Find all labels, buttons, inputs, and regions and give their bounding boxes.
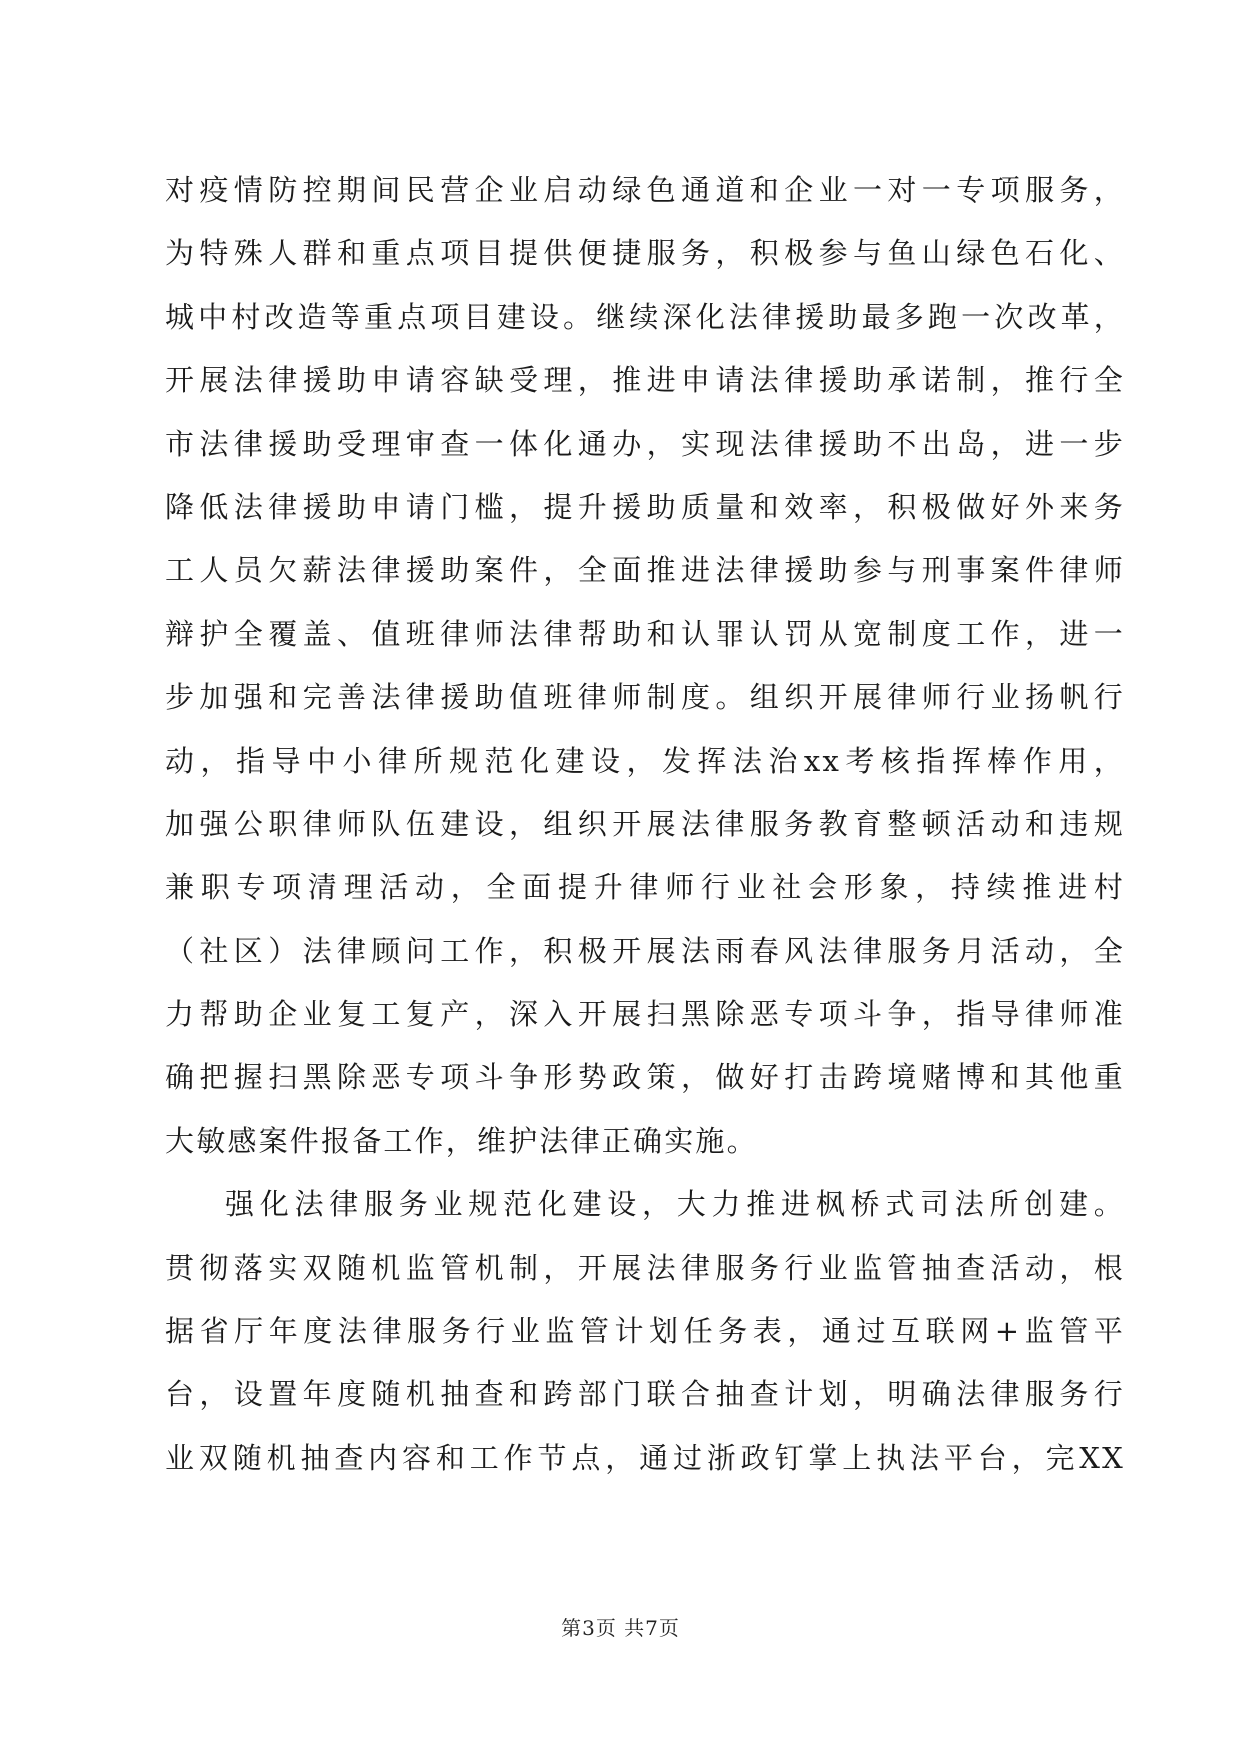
paragraph-first-line: 强化法律服务业规范化建设，大力推进枫桥式司法所创建。 xyxy=(225,1187,1125,1222)
text-line: 对疫情防控期间民营企业启动绿色通道和企业一对一专项服务， xyxy=(165,173,1125,207)
text-line: 兼职专项清理活动，全面提升律师行业社会形象，持续推进村 xyxy=(165,870,1125,905)
text-line: 工人员欠薪法律援助案件，全面推进法律援助参与刑事案件律师 xyxy=(165,553,1125,588)
text-line: 动，指导中小律所规范化建设，发挥法治xx考核指挥棒作用， xyxy=(165,743,1125,778)
page-number-footer: 第3页 共7页 xyxy=(561,1616,680,1640)
text-line: 步加强和完善法律援助值班律师制度。组织开展律师行业扬帆行 xyxy=(165,680,1125,715)
text-line: 辩护全覆盖、值班律师法律帮助和认罪认罚从宽制度工作，进一 xyxy=(165,616,1125,651)
text-line: 确把握扫黑除恶专项斗争形势政策，做好打击跨境赌博和其他重 xyxy=(165,1060,1125,1095)
text-line: （社区）法律顾问工作，积极开展法雨春风法律服务月活动，全 xyxy=(165,933,1125,968)
text-line: 业双随机抽查内容和工作节点，通过浙政钉掌上执法平台，完XX xyxy=(165,1440,1125,1475)
text-line: 台，设置年度随机抽查和跨部门联合抽查计划，明确法律服务行 xyxy=(165,1377,1125,1412)
text-line: 据省厅年度法律服务行业监管计划任务表，通过互联网+监管平 xyxy=(165,1314,1125,1349)
body-text xyxy=(165,168,1125,1499)
text-line: 市法律援助受理审查一体化通办，实现法律援助不出岛，进一步 xyxy=(165,426,1125,461)
text-line: 开展法律援助申请容缺受理，推进申请法律援助承诺制，推行全 xyxy=(165,363,1125,398)
text-line: 为特殊人群和重点项目提供便捷服务，积极参与鱼山绿色石化、 xyxy=(165,236,1125,271)
text-line: 降低法律援助申请门槛，提升援助质量和效率，积极做好外来务 xyxy=(165,489,1125,524)
text-line: 贯彻落实双随机监管机制，开展法律服务行业监管抽查活动，根 xyxy=(165,1250,1125,1285)
text-line: 大敏感案件报备工作，维护法律正确实施。 xyxy=(165,1123,758,1158)
text-line: 力帮助企业复工复产，深入开展扫黑除恶专项斗争，指导律师准 xyxy=(165,997,1125,1032)
text-line: 城中村改造等重点项目建设。继续深化法律援助最多跑一次改革， xyxy=(165,299,1125,334)
text-line: 加强公职律师队伍建设，组织开展法律服务教育整顿活动和违规 xyxy=(165,806,1125,841)
